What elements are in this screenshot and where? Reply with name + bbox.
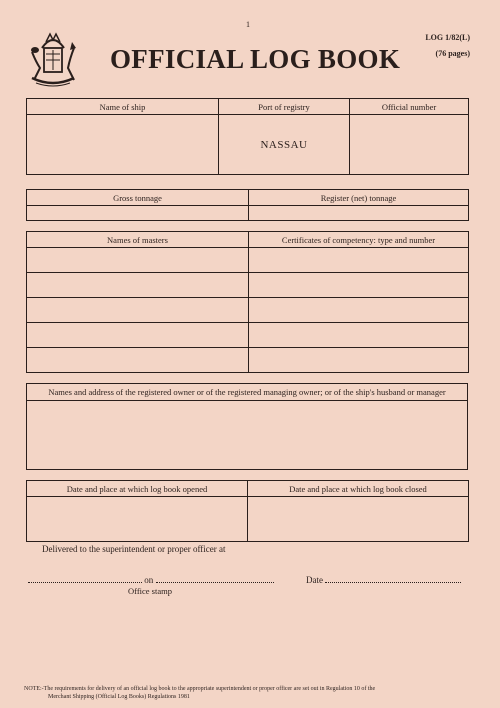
log-dates-table [26,480,469,542]
tonnage-table [26,189,469,221]
log-closed-field[interactable] [248,497,469,542]
delivery-on-field[interactable] [156,574,274,583]
footnote [24,685,476,701]
page-count: (76 pages) [435,49,470,58]
official-number-field[interactable] [350,115,469,175]
table-row [27,248,469,273]
certificate-field[interactable] [249,273,469,298]
form-code: LOG 1/82(L) [425,33,470,42]
coat-of-arms-icon [28,28,78,88]
net-tonnage-header: Register (net) tonnage [249,190,469,206]
gross-tonnage-header: Gross tonnage [27,190,249,206]
official-number-header: Official number [350,99,469,115]
certificate-field[interactable] [249,298,469,323]
masters-table [26,231,469,373]
delivery-date-field[interactable] [325,574,461,583]
masters-names-header: Names of masters [27,232,249,248]
on-label: on [144,575,154,585]
owner-table [26,383,468,470]
master-name-field[interactable] [27,298,249,323]
certificate-field[interactable] [249,323,469,348]
log-opened-field[interactable] [27,497,248,542]
delivery-date-line [306,574,461,585]
page-number: 1 [246,20,250,29]
table-row [27,323,469,348]
port-of-registry-value: NASSAU [219,115,350,175]
ship-details-table [26,98,469,175]
footnote-line-2: Merchant Shipping (Official Log Books) Regulations 1981 [48,694,190,701]
office-stamp-label: Office stamp [128,586,172,596]
master-name-field[interactable] [27,248,249,273]
page-title: OFFICIAL LOG BOOK [110,44,401,74]
certificate-field[interactable] [249,348,469,373]
table-row [27,348,469,373]
log-closed-header: Date and place at which log book closed [248,481,469,497]
table-row [27,298,469,323]
date-label: Date [306,575,323,585]
certificate-field[interactable] [249,248,469,273]
delivery-place-line [28,574,274,585]
master-name-field[interactable] [27,273,249,298]
ship-name-header: Name of ship [27,99,219,115]
delivery-place-field[interactable] [28,574,142,583]
table-row [27,273,469,298]
master-name-field[interactable] [27,348,249,373]
master-name-field[interactable] [27,323,249,348]
delivery-statement: Delivered to the superintendent or proper officer at [42,544,226,554]
owner-field[interactable] [27,401,468,470]
certificates-header: Certificates of competency: type and number [249,232,469,248]
net-tonnage-field[interactable] [249,206,469,221]
ship-name-field[interactable] [27,115,219,175]
gross-tonnage-field[interactable] [27,206,249,221]
port-of-registry-header: Port of registry [219,99,350,115]
footnote-line-1: NOTE:-The requirements for delivery of an official log book to the appropriate superintendent or proper officer are set out in Regulation 10 of the [24,686,376,692]
owner-header: Names and address of the registered owner or of the registered managing owner; or of the ship's husband or manager [27,384,468,401]
log-opened-header: Date and place at which log book opened [27,481,248,497]
